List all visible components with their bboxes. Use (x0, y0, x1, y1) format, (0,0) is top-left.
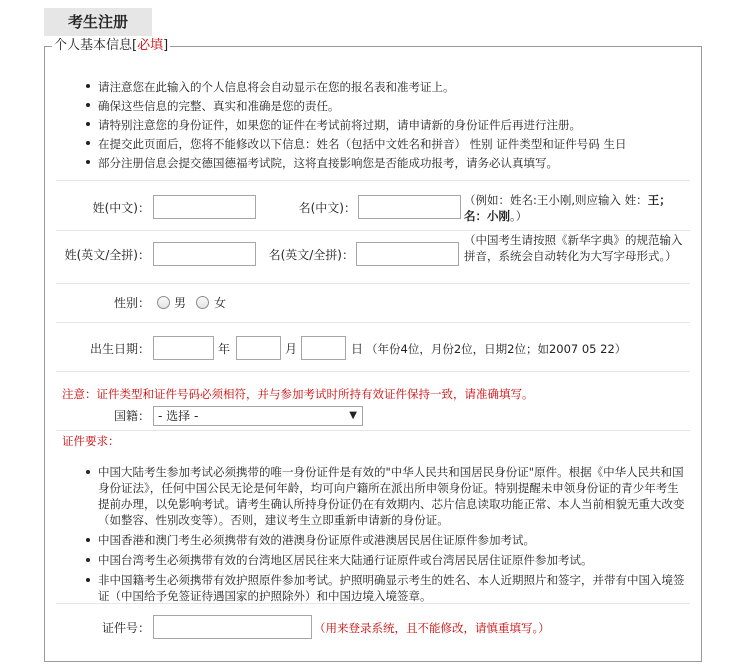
cn-hint-prefix: （例如：姓名:王小刚,则应输入 姓： (464, 193, 648, 207)
divider (56, 603, 690, 604)
dob-year-input[interactable] (153, 336, 214, 360)
nationality-select[interactable] (153, 406, 363, 426)
note-item: 确保这些信息的完整、真实和准确是您的责任。 (84, 97, 684, 116)
id-requirements-list (84, 464, 690, 608)
cn-hint-given: 小刚 (487, 209, 510, 223)
personal-info-legend (52, 37, 170, 55)
nationality-label: 国籍： (113, 409, 150, 423)
dob-year-unit: 年 (218, 342, 231, 356)
given-cn-input[interactable] (358, 195, 461, 219)
dob-month-input[interactable] (236, 336, 281, 360)
surname-cn-input[interactable] (153, 195, 256, 219)
divider (56, 371, 690, 372)
legend-bracket-close: ] (163, 38, 169, 53)
dob-day-input[interactable] (301, 336, 346, 360)
cn-hint-suffix: 。） (510, 209, 528, 223)
dob-month-unit: 月 (285, 342, 298, 356)
divider (56, 230, 690, 231)
requirement-item: 中国台湾考生必须携带有效的台湾地区居民往来大陆通行证原件或台湾居民居住证原件参加考试。 (84, 552, 690, 568)
cn-hint-surname: 王 (647, 193, 660, 207)
note-item: 部分注册信息会提交德国德福考试院，这将直接影响您是否能成功报考，请务必认真填写。 (84, 154, 684, 173)
surname-en-label: 姓(英文/全拼)： (64, 248, 150, 262)
given-en-label: 名(英文/全拼)： (268, 248, 354, 262)
divider (56, 430, 690, 431)
legend-text: 个人基本信息 (54, 38, 133, 53)
id-requirements-title: 证件要求： (62, 434, 120, 448)
page-title: 考生注册 (44, 8, 152, 36)
nationality-selected: - 选择 - (158, 409, 199, 423)
gender-male-radio[interactable] (157, 296, 170, 309)
requirement-item: 中国香港和澳门考生必须携带有效的港澳身份证原件或港澳居民居住证原件参加考试。 (84, 532, 690, 548)
id-number-input[interactable] (153, 615, 312, 639)
divider (56, 283, 690, 284)
dob-hint: （年份4位，月份2位，日期2位；如2007 05 22） (366, 342, 627, 356)
note-item: 请特别注意您的身份证件，如果您的证件在考试前将过期，请申请新的身份证件后再进行注册。 (84, 116, 684, 135)
requirement-item: 非中国籍考生必须携带有效护照原件参加考试。护照明确显示考生的姓名、本人近期照片和签字，并带有中国入境签证（中国给予免签证待遇国家的护照除外）和中国边境入境签章。 (84, 572, 690, 604)
legend-bracket-open: [ (132, 38, 138, 53)
dob-day-unit: 日 (351, 342, 364, 356)
cn-name-hint (464, 192, 692, 224)
gender-female-radio[interactable] (196, 296, 209, 309)
surname-cn-label: 姓(中文)： (92, 201, 150, 215)
en-name-hint: （中国考生请按照《新华字典》的规范输入拼音，系统会自动转化为大写字母形式。） (464, 233, 683, 263)
note-item: 请注意您在此输入的个人信息将会自动显示在您的报名表和准考证上。 (84, 78, 684, 97)
cn-hint-mid: ；名： (464, 193, 671, 223)
id-number-hint: （用来登录系统，且不能修改，请慎重填写。） (314, 621, 550, 635)
id-number-label: 证件号： (101, 621, 150, 635)
id-notice: 注意：证件类型和证件号码必须相符，并与参加考试时所持有效证件保持一致，请准确填写。 (62, 387, 534, 401)
dob-label: 出生日期： (89, 342, 150, 356)
given-cn-label: 名(中文)： (298, 201, 356, 215)
gender-female-label: 女 (214, 296, 227, 310)
given-en-input[interactable] (356, 242, 459, 266)
gender-male-label: 男 (174, 296, 187, 310)
divider (56, 180, 690, 181)
info-notes-list (84, 78, 684, 173)
legend-required: 必填 (137, 38, 164, 53)
surname-en-input[interactable] (153, 242, 256, 266)
divider (56, 322, 690, 323)
dropdown-arrow-icon: ▼ (349, 410, 357, 421)
gender-label: 性别： (113, 296, 150, 310)
note-item: 在提交此页面后，您将不能修改以下信息：姓名（包括中文姓名和拼音） 性别 证件类型和证件号码 生日 (84, 135, 684, 154)
requirement-item: 中国大陆考生参加考试必须携带的唯一身份证件是有效的"中华人民共和国居民身份证"原件。根据《中华人民共和国身份证法》，任何中国公民无论是何年龄，均可向户籍所在派出所申领身份证。特别提醒未申领身份证的青少年考生提前办理，以免影响考试。请考生确认所持身份证仍在有效期内、芯片信息读取功能正常、本人当前相貌无重大改变（如整容、性别改变等）。否则，建议考生立即重新申请新的身份证。 (84, 464, 690, 528)
